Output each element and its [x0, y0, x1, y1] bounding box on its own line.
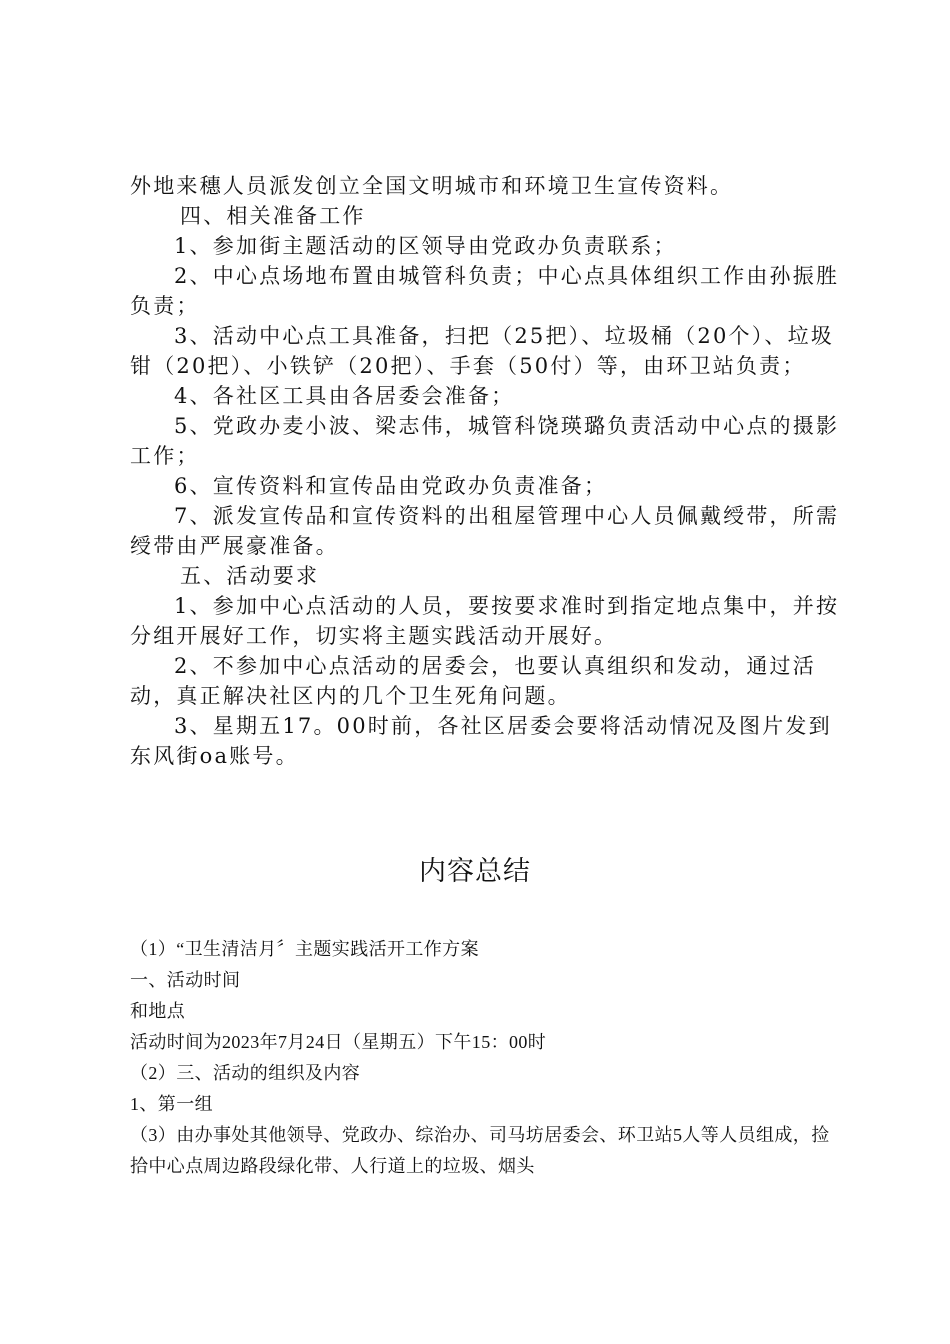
summary-item: （3）由办事处其他领导、党政办、综治办、司马坊居委会、环卫站5人等人员组成，捡拾中心点周边路段绿化带、人行道上的垃圾、烟头 — [130, 1125, 830, 1176]
paragraph: 3、星期五17。00时前，各社区居委会要将活动情况及图片发到东风街oa账号。 — [130, 714, 832, 768]
paragraph: 1、参加中心点活动的人员，要按要求准时到指定地点集中，并按分组开展好工作，切实将主题实践活动开展好。 — [130, 594, 840, 648]
summary-item: 和地点 — [130, 1001, 186, 1021]
paragraph: 2、中心点场地布置由城管科负责；中心点具体组织工作由孙振胜负责； — [130, 264, 840, 318]
paragraph: 7、派发宣传品和宣传资料的出租屋管理中心人员佩戴绶带，所需绶带由严展豪准备。 — [130, 504, 840, 558]
paragraph: 2、不参加中心点活动的居委会，也要认真组织和发动，通过活动，真正解决社区内的几个卫生死角问题。 — [130, 654, 816, 708]
summary-item: 一、活动时间 — [130, 970, 241, 990]
paragraph: 3、活动中心点工具准备，扫把（25把）、垃圾桶（20个）、垃圾钳（20把）、小铁铲（20把）、手套（50付）等，由环卫站负责； — [130, 324, 835, 378]
summary-item: 1、第一组 — [130, 1094, 213, 1114]
summary-item: （1）“卫生清洁月〞主题实践活开工作方案 — [130, 939, 479, 959]
summary-list — [130, 934, 830, 1182]
paragraph: 1、参加街主题活动的区领导由党政办负责联系； — [174, 234, 677, 258]
summary-title: 内容总结 — [419, 856, 531, 887]
paragraph: 6、宣传资料和宣传品由党政办负责准备； — [174, 474, 608, 498]
paragraph: 5、党政办麦小波、梁志伟，城管科饶瑛璐负责活动中心点的摄影工作； — [130, 414, 840, 468]
section-heading: 四、相关准备工作 — [180, 204, 366, 228]
summary-item: （2）三、活动的组织及内容 — [130, 1063, 361, 1083]
body-text — [130, 171, 842, 771]
paragraph: 4、各社区工具由各居委会准备； — [174, 384, 515, 408]
paragraph: 外地来穗人员派发创立全国文明城市和环境卫生宣传资料。 — [130, 174, 734, 198]
section-heading: 五、活动要求 — [180, 564, 320, 588]
summary-item: 活动时间为2023年7月24日（星期五）下午15：00时 — [130, 1032, 547, 1052]
